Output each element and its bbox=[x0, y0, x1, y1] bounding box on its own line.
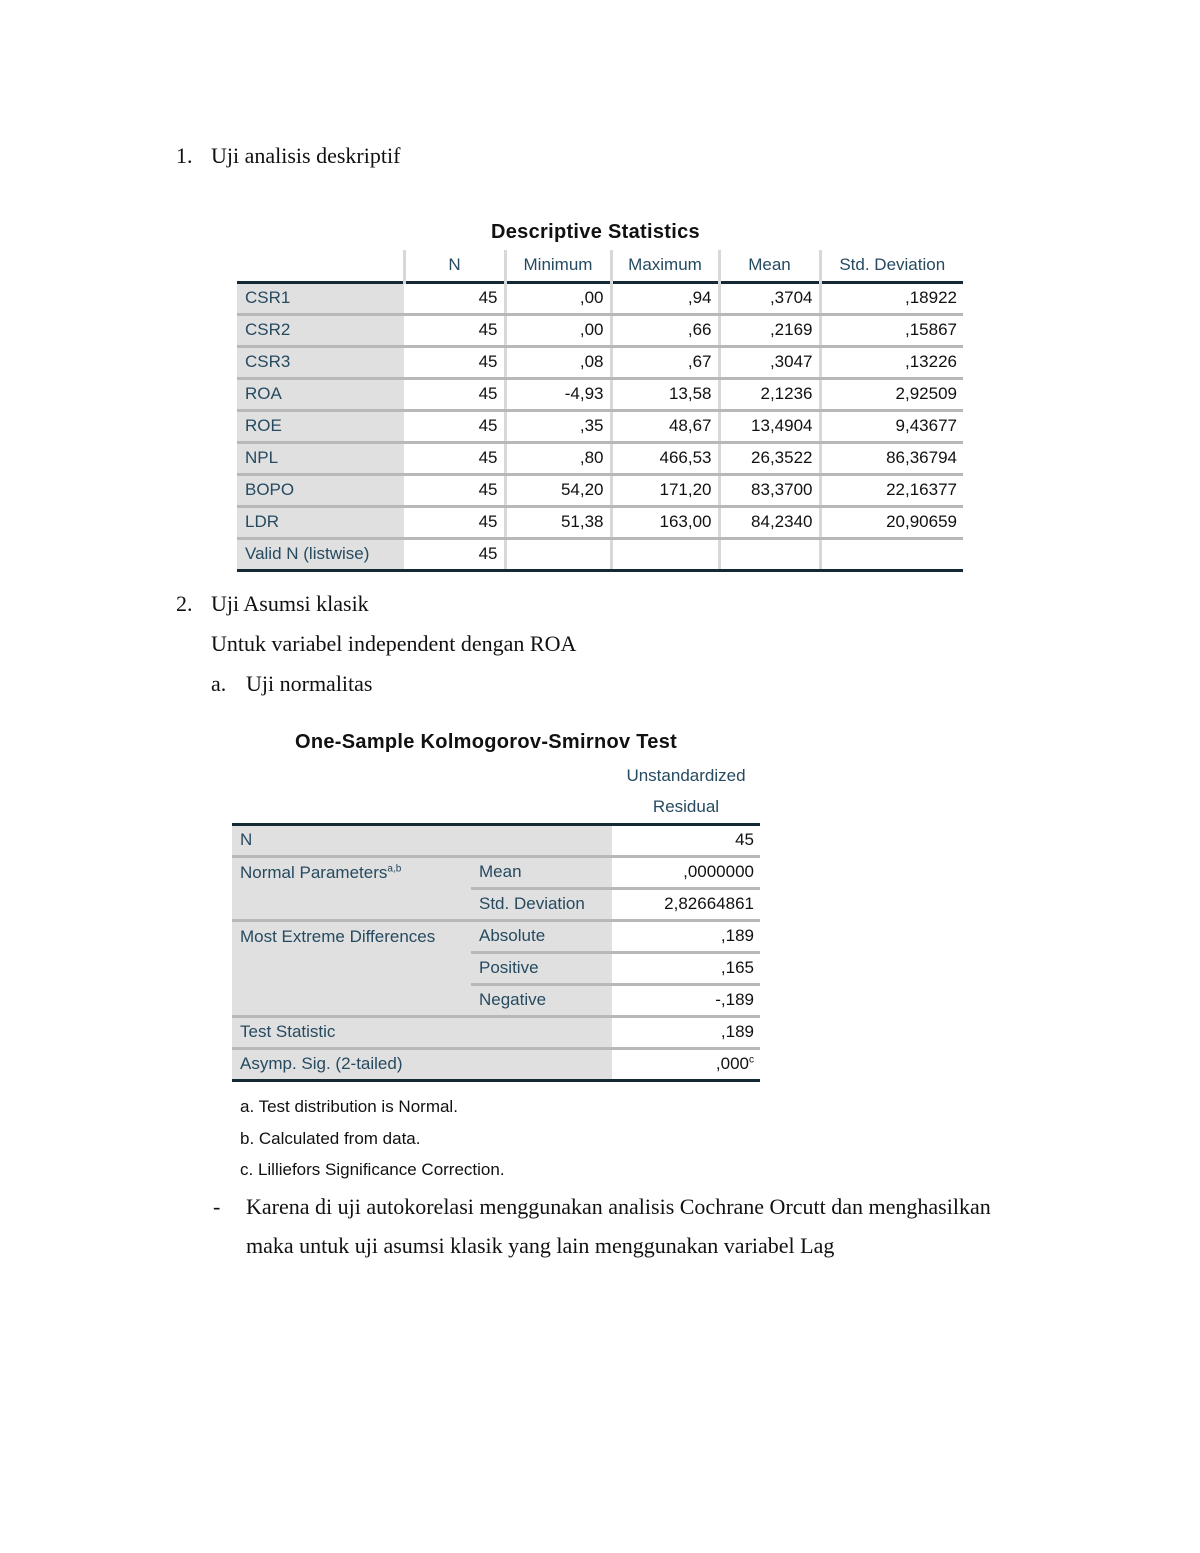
ks-footnote-c: c. Lilliefors Significance Correction. bbox=[240, 1160, 505, 1179]
desc-cell: ,80 bbox=[505, 442, 611, 474]
desc-cell: 171,20 bbox=[611, 474, 719, 506]
desc-cell: 45 bbox=[404, 314, 505, 346]
desc-cell: ,66 bbox=[611, 314, 719, 346]
desc-cell: 26,3522 bbox=[719, 442, 820, 474]
ks-absolute-label: Absolute bbox=[471, 920, 612, 952]
table-row bbox=[237, 474, 963, 506]
section-2-title: Uji Asumsi klasik bbox=[211, 591, 369, 616]
ks-n-value: 45 bbox=[612, 824, 760, 856]
ks-test-table bbox=[232, 760, 760, 1082]
ks-extreme-label: Most Extreme Differences bbox=[232, 920, 471, 952]
desc-row-label: CSR1 bbox=[237, 282, 404, 314]
desc-cell: 466,53 bbox=[611, 442, 719, 474]
desc-cell: 9,43677 bbox=[820, 410, 963, 442]
desc-cell: 45 bbox=[404, 538, 505, 570]
desc-row-label: ROE bbox=[237, 410, 404, 442]
desc-cell: ,00 bbox=[505, 314, 611, 346]
desc-row-label: BOPO bbox=[237, 474, 404, 506]
subsection-a-letter: a. bbox=[211, 671, 227, 696]
desc-row-label: CSR3 bbox=[237, 346, 404, 378]
desc-cell bbox=[820, 538, 963, 570]
desc-cell: 45 bbox=[404, 378, 505, 410]
descriptive-statistics-table bbox=[237, 250, 963, 572]
ks-col-header-line1: Unstandardized bbox=[626, 766, 746, 785]
desc-cell: 84,2340 bbox=[719, 506, 820, 538]
desc-row-label: Valid N (listwise) bbox=[237, 538, 404, 570]
desc-cell: 163,00 bbox=[611, 506, 719, 538]
ks-test-stat-label: Test Statistic bbox=[232, 1016, 612, 1048]
ks-mean-label: Mean bbox=[471, 856, 612, 888]
desc-cell: 48,67 bbox=[611, 410, 719, 442]
note-line-1: Karena di uji autokorelasi menggunakan analisis Cochrane Orcutt dan menghasilkan bbox=[246, 1194, 991, 1219]
desc-cell: 13,58 bbox=[611, 378, 719, 410]
table-row bbox=[237, 506, 963, 538]
table-row bbox=[237, 442, 963, 474]
desc-header-4: Std. Deviation bbox=[820, 250, 963, 282]
ks-test-stat-value: ,189 bbox=[612, 1016, 760, 1048]
desc-cell: ,08 bbox=[505, 346, 611, 378]
ks-asymp-label: Asymp. Sig. (2-tailed) bbox=[232, 1048, 612, 1080]
desc-cell: 2,92509 bbox=[820, 378, 963, 410]
section-2-subtitle: Untuk variabel independent dengan ROA bbox=[211, 631, 577, 656]
desc-cell: ,15867 bbox=[820, 314, 963, 346]
desc-cell: 13,4904 bbox=[719, 410, 820, 442]
desc-cell bbox=[719, 538, 820, 570]
desc-cell bbox=[505, 538, 611, 570]
ks-mean-value: ,0000000 bbox=[612, 856, 760, 888]
desc-cell: 45 bbox=[404, 442, 505, 474]
section-2-number: 2. bbox=[176, 591, 193, 616]
desc-row-label: NPL bbox=[237, 442, 404, 474]
ks-sd-value: 2,82664861 bbox=[612, 888, 760, 920]
table-row bbox=[237, 410, 963, 442]
desc-cell: ,00 bbox=[505, 282, 611, 314]
ks-col-header-line2: Residual bbox=[652, 797, 720, 817]
ks-sd-label: Std. Deviation bbox=[471, 888, 612, 920]
desc-header-2: Maximum bbox=[611, 250, 719, 282]
desc-row-label: ROA bbox=[237, 378, 404, 410]
ks-footnote-a: a. Test distribution is Normal. bbox=[240, 1097, 458, 1116]
desc-cell: ,2169 bbox=[719, 314, 820, 346]
desc-cell: ,67 bbox=[611, 346, 719, 378]
desc-cell: 45 bbox=[404, 506, 505, 538]
desc-header-0: N bbox=[404, 250, 505, 282]
table-row bbox=[237, 378, 963, 410]
desc-cell: 86,36794 bbox=[820, 442, 963, 474]
ks-positive-value: ,165 bbox=[612, 952, 760, 984]
desc-cell: ,3047 bbox=[719, 346, 820, 378]
subsection-a-title: Uji normalitas bbox=[246, 671, 373, 696]
desc-cell: ,13226 bbox=[820, 346, 963, 378]
table-row bbox=[237, 282, 963, 314]
desc-cell: ,35 bbox=[505, 410, 611, 442]
desc-cell: 54,20 bbox=[505, 474, 611, 506]
desc-cell: 83,3700 bbox=[719, 474, 820, 506]
desc-cell bbox=[611, 538, 719, 570]
table-row bbox=[237, 538, 963, 570]
desc-header-3: Mean bbox=[719, 250, 820, 282]
note-line-2: maka untuk uji asumsi klasik yang lain menggunakan variabel Lag bbox=[246, 1233, 835, 1258]
desc-cell: 45 bbox=[404, 346, 505, 378]
ks-n-label: N bbox=[232, 824, 612, 856]
desc-cell: ,94 bbox=[611, 282, 719, 314]
ks-table-title: One-Sample Kolmogorov-Smirnov Test bbox=[295, 731, 678, 753]
desc-header-1: Minimum bbox=[505, 250, 611, 282]
desc-cell: 45 bbox=[404, 282, 505, 314]
table-row bbox=[237, 314, 963, 346]
ks-asymp-value: ,000$^c$ bbox=[612, 1048, 760, 1080]
desc-cell: 22,16377 bbox=[820, 474, 963, 506]
section-1-title: Uji analisis deskriptif bbox=[211, 143, 401, 168]
ks-footnote-b: b. Calculated from data. bbox=[240, 1129, 421, 1148]
desc-row-label: LDR bbox=[237, 506, 404, 538]
desc-cell: 45 bbox=[404, 474, 505, 506]
ks-negative-label: Negative bbox=[471, 984, 612, 1016]
ks-normal-params-label: Normal Parameters$^{a,b}$ bbox=[232, 856, 471, 888]
section-1-number: 1. bbox=[176, 143, 193, 168]
desc-cell: 2,1236 bbox=[719, 378, 820, 410]
ks-negative-value: -,189 bbox=[612, 984, 760, 1016]
ks-absolute-value: ,189 bbox=[612, 920, 760, 952]
desc-cell: -4,93 bbox=[505, 378, 611, 410]
desc-cell: 51,38 bbox=[505, 506, 611, 538]
desc-cell: ,3704 bbox=[719, 282, 820, 314]
ks-positive-label: Positive bbox=[471, 952, 612, 984]
desc-cell: 20,90659 bbox=[820, 506, 963, 538]
desc-cell: ,18922 bbox=[820, 282, 963, 314]
desc-cell: 45 bbox=[404, 410, 505, 442]
table-row bbox=[237, 346, 963, 378]
note-dash: - bbox=[213, 1194, 221, 1219]
descriptive-table-title: Descriptive Statistics bbox=[491, 221, 700, 243]
desc-row-label: CSR2 bbox=[237, 314, 404, 346]
